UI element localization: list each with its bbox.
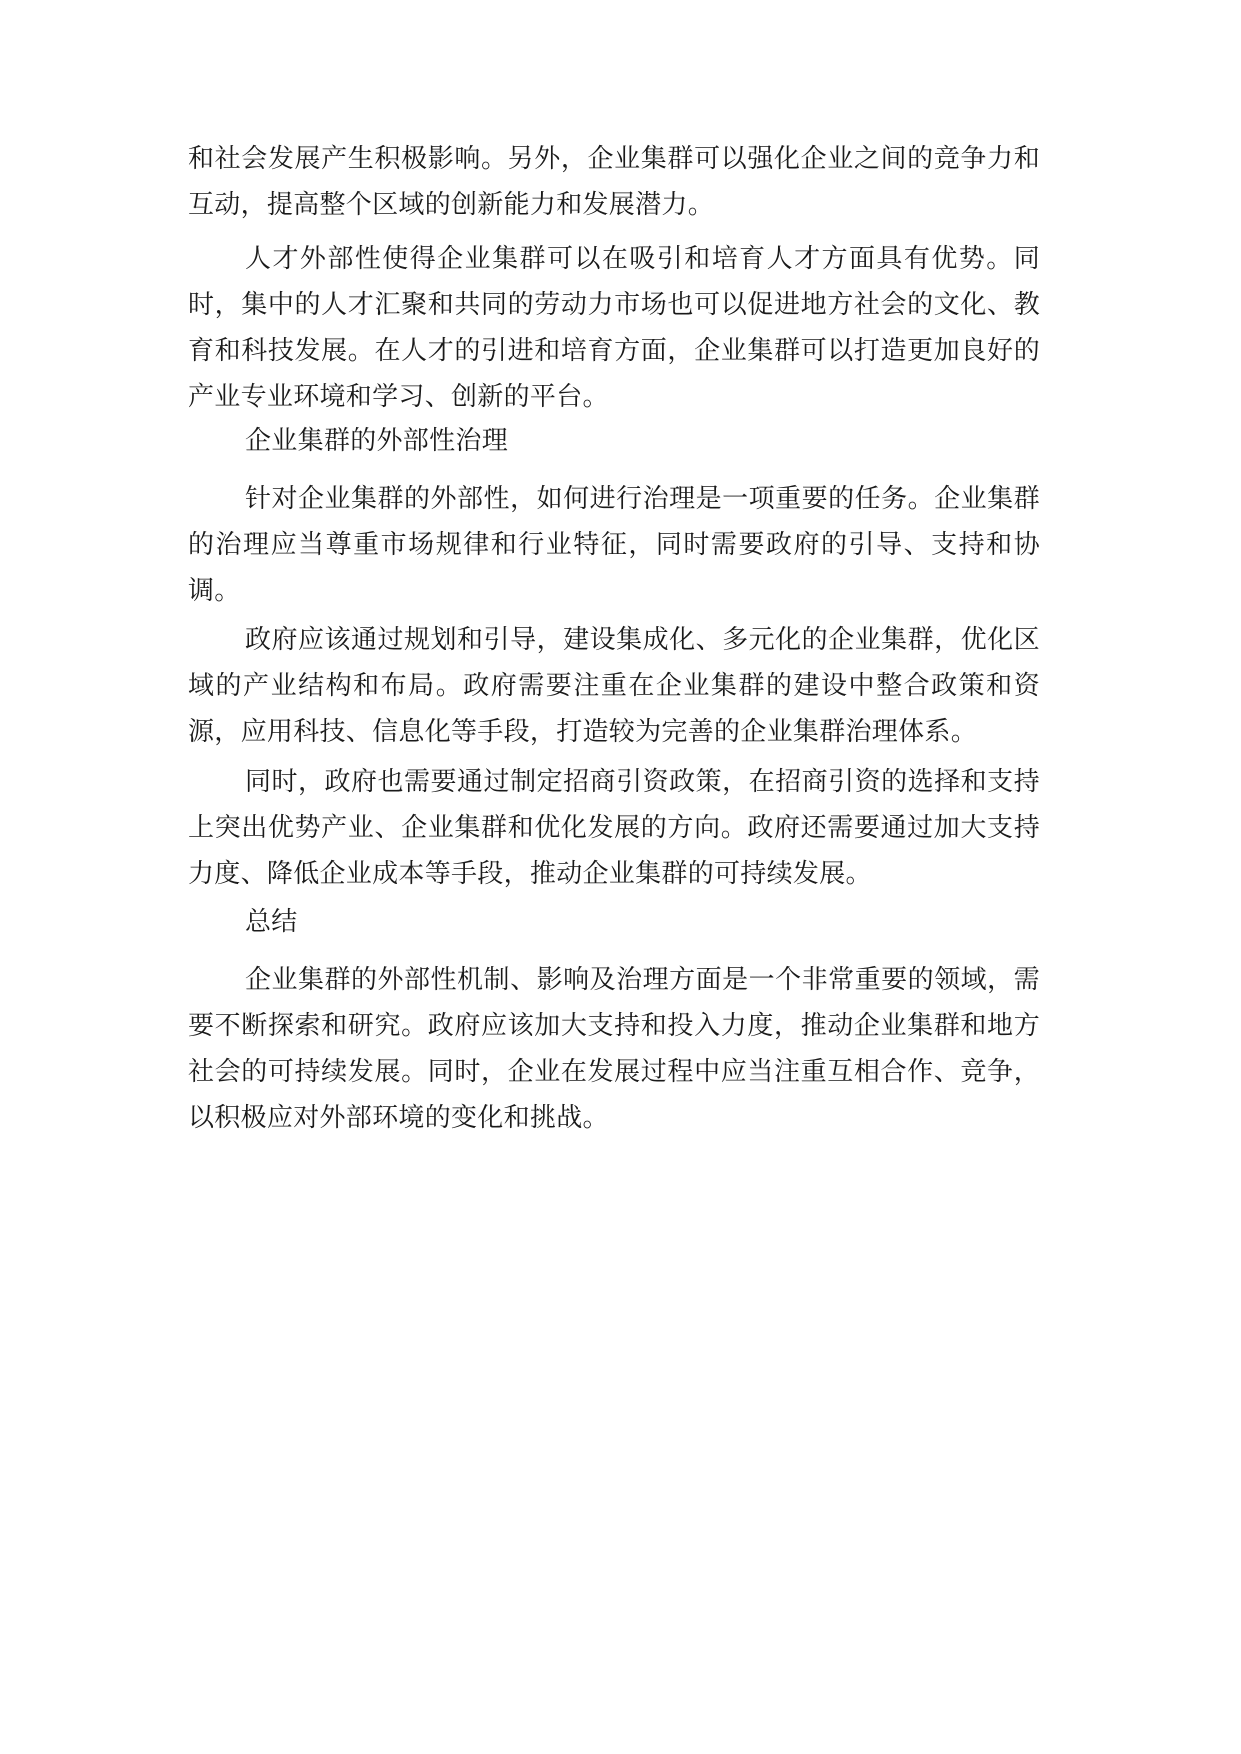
paragraph-investment-policy: 同时，政府也需要通过制定招商引资政策，在招商引资的选择和支持上突出优势产业、企业集群和优化发展的方向。政府还需要通过加大支持力度、降低企业成本等手段，推动企业集群的可持续发展。 xyxy=(188,767,1040,889)
paragraph-talent-externality: 人才外部性使得企业集群可以在吸引和培育人才方面具有优势。同时，集中的人才汇聚和共同的劳动力市场也可以促进地方社会的文化、教育和科技发展。在人才的引进和培育方面，企业集群可以打造更加良好的产业专业环境和学习、创新的平台。 xyxy=(188,244,1040,412)
section-heading-summary: 总结 xyxy=(245,907,298,937)
section-heading-governance: 企业集群的外部性治理 xyxy=(245,426,509,456)
paragraph-summary: 企业集群的外部性机制、影响及治理方面是一个非常重要的领域，需要不断探索和研究。政府应该加大支持和投入力度，推动企业集群和地方社会的可持续发展。同时，企业在发展过程中应当注重互相合作、竞争，以积极应对外部环境的变化和挑战。 xyxy=(188,965,1040,1133)
paragraph-government-planning: 政府应该通过规划和引导，建设集成化、多元化的企业集群，优化区域的产业结构和布局。政府需要注重在企业集群的建设中整合政策和资源，应用科技、信息化等手段，打造较为完善的企业集群治理体系。 xyxy=(188,625,1040,747)
paragraph-governance-intro: 针对企业集群的外部性，如何进行治理是一项重要的任务。企业集群的治理应当尊重市场规律和行业特征，同时需要政府的引导、支持和协调。 xyxy=(188,484,1040,606)
paragraph-continuation: 和社会发展产生积极影响。另外，企业集群可以强化企业之间的竞争力和互动，提高整个区域的创新能力和发展潜力。 xyxy=(188,144,1040,220)
